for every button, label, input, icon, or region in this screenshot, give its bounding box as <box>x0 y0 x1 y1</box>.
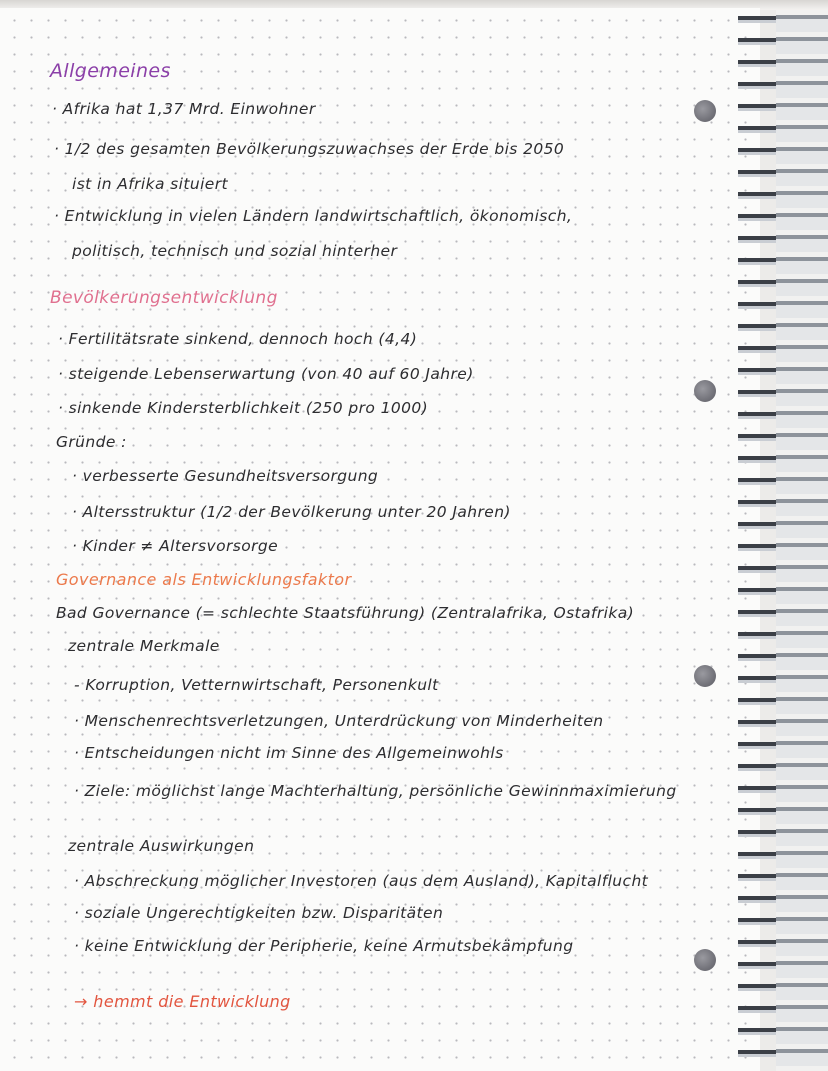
note-line: Gründe : <box>56 433 127 451</box>
note-line: zentrale Auswirkungen <box>68 837 255 855</box>
note-line: · keine Entwicklung der Peripherie, keine Armutsbekämpfung <box>74 937 574 955</box>
notebook-page <box>0 8 760 1071</box>
punch-hole <box>694 665 716 687</box>
note-line: · Entscheidungen nicht im Sinne des Allgemeinwohls <box>74 744 504 762</box>
note-line: · Afrika hat 1,37 Mrd. Einwohner <box>52 100 316 118</box>
note-line: · 1/2 des gesamten Bevölkerungszuwachses der Erde bis 2050 <box>54 140 565 158</box>
heading-bevoelkerungsentwicklung: Bevölkerungsentwicklung <box>50 288 278 308</box>
heading-allgemeines: Allgemeines <box>50 60 171 82</box>
punch-hole <box>694 100 716 122</box>
note-line: · sinkende Kindersterblichkeit (250 pro 1000) <box>58 399 429 417</box>
note-line: · Altersstruktur (1/2 der Bevölkerung unter 20 Jahren) <box>72 503 511 521</box>
note-line: - Korruption, Vetternwirtschaft, Personenkult <box>74 676 439 694</box>
punch-hole <box>694 949 716 971</box>
note-line: · Ziele: möglichst lange Machterhaltung, persönliche Gewinnmaximierung <box>74 782 677 800</box>
note-line: · Abschreckung möglicher Investoren (aus dem Ausland), Kapitalflucht <box>74 872 649 890</box>
heading-governance: Governance als Entwicklungsfaktor <box>56 570 352 589</box>
conclusion: → hemmt die Entwicklung <box>74 992 291 1011</box>
note-line: · Menschenrechtsverletzungen, Unterdrückung von Minderheiten <box>74 712 604 730</box>
note-line: · soziale Ungerechtigkeiten bzw. Disparitäten <box>74 904 444 922</box>
note-line: ist in Afrika situiert <box>72 175 228 193</box>
punch-hole <box>694 380 716 402</box>
note-line: zentrale Merkmale <box>68 637 220 655</box>
spiral-binding <box>738 10 828 1071</box>
note-line: · Fertilitätsrate sinkend, dennoch hoch (4,4) <box>58 330 418 348</box>
note-line: Bad Governance (= schlechte Staatsführung) (Zentralafrika, Ostafrika) <box>56 604 635 622</box>
note-line: · verbesserte Gesundheitsversorgung <box>72 467 379 485</box>
note-line: · Entwicklung in vielen Ländern landwirtschaftlich, ökonomisch, <box>54 207 573 225</box>
note-line: politisch, technisch und sozial hinterher <box>72 242 398 260</box>
note-line: · steigende Lebenserwartung (von 40 auf 60 Jahre) <box>58 365 474 383</box>
note-line: · Kinder ≠ Altersvorsorge <box>72 537 279 555</box>
